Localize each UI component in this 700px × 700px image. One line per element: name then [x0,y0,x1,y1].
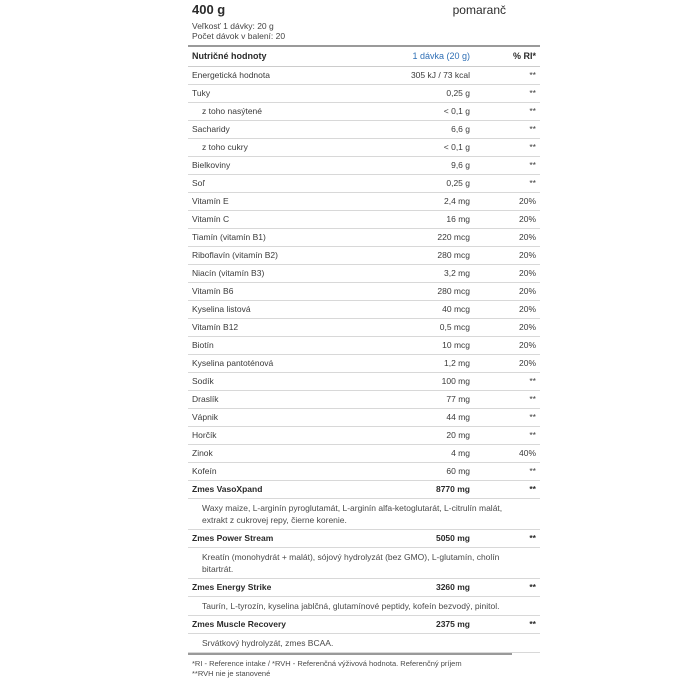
nutrient-ri: 20% [482,247,540,265]
nutrient-name: Vitamín C [188,211,356,229]
nutrient-name: Horčík [188,427,356,445]
nutrient-name: Vitamín B12 [188,319,356,337]
nutrient-ri: ** [482,157,540,175]
nutrient-ri: ** [482,103,540,121]
nutrient-name: Niacín (vitamín B3) [188,265,356,283]
table-row [188,85,540,103]
nutrient-name: Energetická hodnota [188,67,356,85]
nutrient-ri: ** [482,67,540,85]
nutrient-value: < 0,1 g [356,139,482,157]
nutrition-table [188,45,540,653]
blend-description: Taurín, L-tyrozín, kyselina jablčná, glutamínové peptidy, kofeín bezvodý, pinitol. [188,597,540,616]
table-row [188,193,540,211]
table-row [188,391,540,409]
nutrient-value: 4 mg [356,445,482,463]
nutrient-value: 220 mcg [356,229,482,247]
serving-size: Veľkosť 1 dávky: 20 g [192,21,274,31]
nutrient-name: Vitamín B6 [188,283,356,301]
nutrient-name: Biotín [188,337,356,355]
nutrient-name: Tiamín (vitamín B1) [188,229,356,247]
nutrient-ri: ** [482,373,540,391]
table-row [188,211,540,229]
table-row [188,355,540,373]
table-row [188,319,540,337]
nutrient-value: 20 mg [356,427,482,445]
table-row [188,427,540,445]
nutrient-value: 40 mcg [356,301,482,319]
nutrient-value: 9,6 g [356,157,482,175]
nutrient-value: 0,5 mcg [356,319,482,337]
nutrient-name: Zinok [188,445,356,463]
table-row [188,157,540,175]
table-row [188,265,540,283]
nutrient-name: Vápnik [188,409,356,427]
nutrient-value: 1,2 mg [356,355,482,373]
blend-description-row [188,597,540,616]
blend-name: Zmes Muscle Recovery [188,616,356,634]
nutrient-value: 77 mg [356,391,482,409]
nutrient-value: 60 mg [356,463,482,481]
blend-value: 2375 mg [356,616,482,634]
nutrient-name: Soľ [188,175,356,193]
nutrient-ri: ** [482,409,540,427]
blend-value: 3260 mg [356,579,482,597]
nutrient-name: Tuky [188,85,356,103]
blend-description-row [188,548,540,579]
blend-row [188,481,540,499]
table-row [188,67,540,85]
nutrient-name: Kofeín [188,463,356,481]
nutrient-ri: ** [482,175,540,193]
table-header-row [188,46,540,67]
nutrient-value: 3,2 mg [356,265,482,283]
nutrient-ri: 20% [482,301,540,319]
nutrient-name: Riboflavín (vitamín B2) [188,247,356,265]
blend-row [188,616,540,634]
nutrient-name: Bielkoviny [188,157,356,175]
table-row [188,175,540,193]
nutrient-value: < 0,1 g [356,103,482,121]
table-row [188,463,540,481]
table-row [188,373,540,391]
column-header-ri: % RI* [482,46,540,67]
blend-value: 5050 mg [356,530,482,548]
blend-ri: ** [482,616,540,634]
blend-description: Kreatín (monohydrát + malát), sójový hydrolyzát (bez GMO), L-glutamín, cholín bitartrát. [188,548,540,579]
table-row [188,283,540,301]
nutrient-value: 16 mg [356,211,482,229]
nutrient-name: Kyselina listová [188,301,356,319]
nutrient-name: Sodík [188,373,356,391]
nutrient-ri: 20% [482,319,540,337]
blend-name: Zmes Power Stream [188,530,356,548]
nutrient-value: 280 mcg [356,283,482,301]
nutrient-value: 305 kJ / 73 kcal [356,67,482,85]
nutrient-value: 0,25 g [356,85,482,103]
blend-description-row [188,634,540,653]
nutrient-ri: 20% [482,193,540,211]
nutrient-value: 100 mg [356,373,482,391]
table-row [188,337,540,355]
blend-row [188,579,540,597]
blend-row [188,530,540,548]
table-row [188,301,540,319]
blend-ri: ** [482,481,540,499]
nutrient-ri: 20% [482,355,540,373]
blend-ri: ** [482,579,540,597]
blend-description: Waxy maize, L-arginín pyroglutamát, L-arginín alfa-ketoglutarát, L-citrulín malát, extrakt z cukrovej repy, čierne korenie. [188,499,540,530]
blend-ri: ** [482,530,540,548]
nutrient-name: z toho cukry [188,139,356,157]
blend-description-row [188,499,540,530]
nutrient-ri: ** [482,139,540,157]
footnotes [188,653,512,679]
nutrient-ri: ** [482,391,540,409]
serving-info [188,18,512,43]
column-header-name: Nutričné hodnoty [188,46,356,67]
blend-name: Zmes Energy Strike [188,579,356,597]
nutrient-name: Draslík [188,391,356,409]
nutrient-ri: 20% [482,229,540,247]
column-header-value: 1 dávka (20 g) [356,46,482,67]
nutrient-ri: 20% [482,283,540,301]
nutrient-name: Kyselina pantoténová [188,355,356,373]
nutrient-value: 10 mcg [356,337,482,355]
nutrient-ri: ** [482,427,540,445]
table-row [188,409,540,427]
blend-value: 8770 mg [356,481,482,499]
table-row [188,103,540,121]
nutrient-value: 44 mg [356,409,482,427]
nutrient-ri: 40% [482,445,540,463]
nutrient-ri: 20% [482,337,540,355]
blend-name: Zmes VasoXpand [188,481,356,499]
nutrient-ri: ** [482,121,540,139]
nutrition-panel [188,0,536,679]
nutrient-value: 2,4 mg [356,193,482,211]
footnote-rvh: **RVH nie je stanovené [192,669,271,678]
nutrient-ri: ** [482,463,540,481]
package-weight: 400 g [192,2,226,17]
nutrient-value: 6,6 g [356,121,482,139]
nutrition-table-body [188,46,540,653]
nutrient-value: 0,25 g [356,175,482,193]
nutrient-ri: 20% [482,265,540,283]
nutrient-name: z toho nasýtené [188,103,356,121]
nutrient-name: Sacharidy [188,121,356,139]
servings-per-container: Počet dávok v balení: 20 [192,31,286,41]
nutrient-value: 280 mcg [356,247,482,265]
table-row [188,445,540,463]
product-flavour: pomaranč [452,3,506,17]
table-row [188,229,540,247]
table-row [188,139,540,157]
nutrient-name: Vitamín E [188,193,356,211]
nutrient-ri: 20% [482,211,540,229]
footnote-ri: *RI - Reference intake / *RVH - Referenčná výživová hodnota. Referenčný príjem [192,659,462,668]
blend-description: Srvátkový hydrolyzát, zmes BCAA. [188,634,540,653]
product-header [188,0,512,18]
nutrient-ri: ** [482,85,540,103]
table-row [188,247,540,265]
table-row [188,121,540,139]
